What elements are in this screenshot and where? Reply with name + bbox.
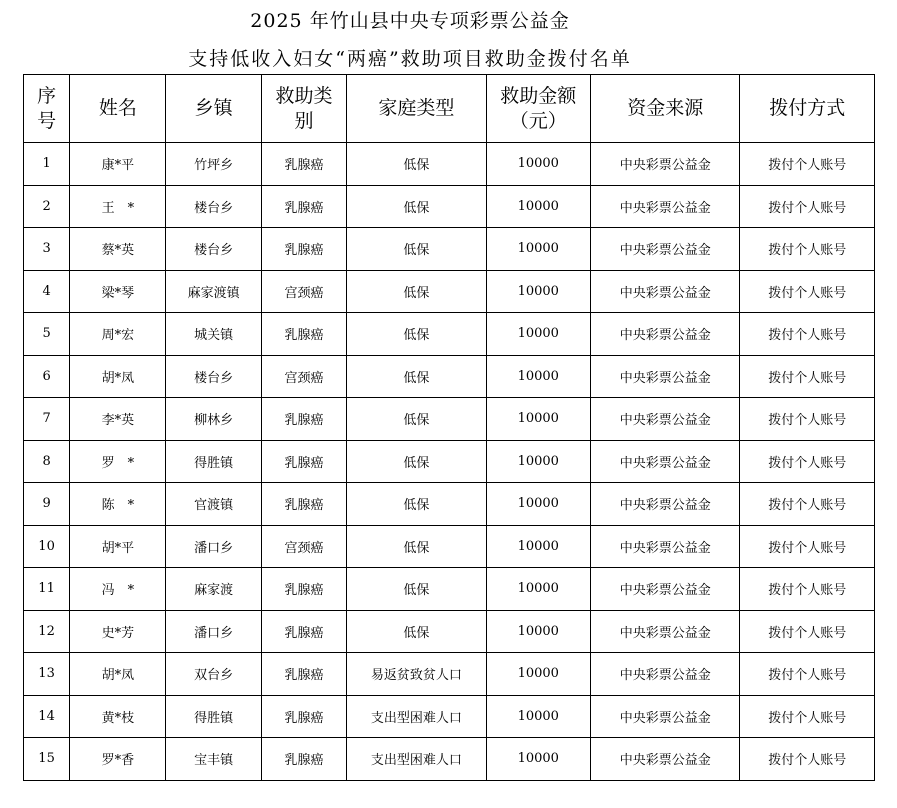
cell-aid-amount: 10000 [486, 610, 590, 653]
cell-family-type: 低保 [347, 610, 486, 653]
cell-aid-category: 乳腺癌 [261, 440, 346, 483]
cell-fund-source: 中央彩票公益金 [590, 738, 740, 781]
cell-fund-source: 中央彩票公益金 [590, 185, 740, 228]
cell-payment-method: 拨付个人账号 [740, 440, 875, 483]
cell-aid-amount: 10000 [486, 738, 590, 781]
cell-township: 得胜镇 [166, 440, 261, 483]
cell-township: 潘口乡 [166, 610, 261, 653]
cell-aid-amount: 10000 [486, 568, 590, 611]
table-row [24, 313, 875, 356]
cell-name: 罗*香 [70, 738, 166, 781]
header-index: 序号 [24, 75, 70, 143]
cell-fund-source: 中央彩票公益金 [590, 483, 740, 526]
cell-index: 5 [24, 313, 70, 356]
cell-index: 11 [24, 568, 70, 611]
table-row [24, 185, 875, 228]
cell-aid-category: 乳腺癌 [261, 143, 346, 186]
cell-family-type: 支出型困难人口 [347, 738, 486, 781]
cell-aid-category: 乳腺癌 [261, 398, 346, 441]
header-fund-source: 资金来源 [590, 75, 740, 143]
cell-name: 罗 * [70, 440, 166, 483]
table-row [24, 568, 875, 611]
cell-aid-amount: 10000 [486, 143, 590, 186]
cell-name: 梁*琴 [70, 270, 166, 313]
cell-aid-amount: 10000 [486, 355, 590, 398]
cell-family-type: 易返贫致贫人口 [347, 653, 486, 696]
table-row [24, 525, 875, 568]
cell-township: 竹坪乡 [166, 143, 261, 186]
cell-family-type: 低保 [347, 398, 486, 441]
header-aid-amount: 救助金额（元） [486, 75, 590, 143]
cell-aid-amount: 10000 [486, 398, 590, 441]
cell-family-type: 低保 [347, 270, 486, 313]
cell-payment-method: 拨付个人账号 [740, 143, 875, 186]
cell-payment-method: 拨付个人账号 [740, 610, 875, 653]
cell-payment-method: 拨付个人账号 [740, 398, 875, 441]
table-row [24, 610, 875, 653]
header-name: 姓名 [70, 75, 166, 143]
cell-fund-source: 中央彩票公益金 [590, 228, 740, 271]
table-row [24, 483, 875, 526]
cell-fund-source: 中央彩票公益金 [590, 143, 740, 186]
cell-payment-method: 拨付个人账号 [740, 355, 875, 398]
cell-payment-method: 拨付个人账号 [740, 270, 875, 313]
cell-township: 得胜镇 [166, 695, 261, 738]
cell-township: 麻家渡镇 [166, 270, 261, 313]
cell-name: 陈 * [70, 483, 166, 526]
cell-payment-method: 拨付个人账号 [740, 185, 875, 228]
cell-index: 1 [24, 143, 70, 186]
cell-family-type: 低保 [347, 483, 486, 526]
cell-index: 7 [24, 398, 70, 441]
cell-name: 蔡*英 [70, 228, 166, 271]
cell-index: 6 [24, 355, 70, 398]
cell-aid-amount: 10000 [486, 483, 590, 526]
document-title-line2: 支持低收入妇女“两癌”救助项目救助金拨付名单 [188, 48, 632, 70]
cell-aid-category: 乳腺癌 [261, 483, 346, 526]
cell-fund-source: 中央彩票公益金 [590, 270, 740, 313]
header-aid-category: 救助类别 [261, 75, 346, 143]
cell-family-type: 低保 [347, 525, 486, 568]
cell-fund-source: 中央彩票公益金 [590, 568, 740, 611]
cell-aid-amount: 10000 [486, 653, 590, 696]
cell-name: 黄*枝 [70, 695, 166, 738]
cell-aid-amount: 10000 [486, 695, 590, 738]
cell-payment-method: 拨付个人账号 [740, 483, 875, 526]
table-row [24, 738, 875, 781]
cell-aid-amount: 10000 [486, 228, 590, 271]
cell-payment-method: 拨付个人账号 [740, 525, 875, 568]
cell-aid-category: 宫颈癌 [261, 525, 346, 568]
cell-aid-amount: 10000 [486, 525, 590, 568]
cell-township: 潘口乡 [166, 525, 261, 568]
cell-township: 双台乡 [166, 653, 261, 696]
cell-aid-amount: 10000 [486, 313, 590, 356]
cell-fund-source: 中央彩票公益金 [590, 653, 740, 696]
cell-name: 康*平 [70, 143, 166, 186]
cell-aid-amount: 10000 [486, 440, 590, 483]
cell-family-type: 低保 [347, 185, 486, 228]
cell-township: 柳林乡 [166, 398, 261, 441]
cell-family-type: 低保 [347, 313, 486, 356]
table-row [24, 398, 875, 441]
cell-aid-category: 宫颈癌 [261, 270, 346, 313]
cell-aid-category: 乳腺癌 [261, 695, 346, 738]
header-township: 乡镇 [166, 75, 261, 143]
cell-name: 史*芳 [70, 610, 166, 653]
cell-township: 楼台乡 [166, 185, 261, 228]
cell-fund-source: 中央彩票公益金 [590, 398, 740, 441]
cell-aid-category: 乳腺癌 [261, 738, 346, 781]
cell-payment-method: 拨付个人账号 [740, 228, 875, 271]
cell-aid-amount: 10000 [486, 185, 590, 228]
cell-aid-category: 宫颈癌 [261, 355, 346, 398]
cell-aid-category: 乳腺癌 [261, 568, 346, 611]
payment-list-table [23, 74, 875, 781]
table-row [24, 653, 875, 696]
cell-fund-source: 中央彩票公益金 [590, 695, 740, 738]
cell-name: 胡*平 [70, 525, 166, 568]
cell-family-type: 低保 [347, 355, 486, 398]
cell-index: 10 [24, 525, 70, 568]
cell-payment-method: 拨付个人账号 [740, 738, 875, 781]
cell-aid-category: 乳腺癌 [261, 313, 346, 356]
cell-aid-category: 乳腺癌 [261, 653, 346, 696]
cell-index: 2 [24, 185, 70, 228]
document-title-line1: 2025 年竹山县中央专项彩票公益金 [250, 10, 570, 32]
cell-fund-source: 中央彩票公益金 [590, 313, 740, 356]
cell-name: 周*宏 [70, 313, 166, 356]
table-header-row [24, 75, 875, 143]
cell-aid-category: 乳腺癌 [261, 610, 346, 653]
cell-index: 4 [24, 270, 70, 313]
cell-township: 楼台乡 [166, 228, 261, 271]
cell-aid-category: 乳腺癌 [261, 185, 346, 228]
cell-payment-method: 拨付个人账号 [740, 313, 875, 356]
table-row [24, 228, 875, 271]
cell-family-type: 低保 [347, 143, 486, 186]
cell-aid-amount: 10000 [486, 270, 590, 313]
cell-name: 王 * [70, 185, 166, 228]
table-body [24, 143, 875, 781]
cell-name: 胡*凤 [70, 355, 166, 398]
cell-family-type: 低保 [347, 568, 486, 611]
cell-family-type: 支出型困难人口 [347, 695, 486, 738]
cell-fund-source: 中央彩票公益金 [590, 440, 740, 483]
header-family-type: 家庭类型 [347, 75, 486, 143]
cell-township: 城关镇 [166, 313, 261, 356]
cell-township: 官渡镇 [166, 483, 261, 526]
cell-aid-category: 乳腺癌 [261, 228, 346, 271]
cell-name: 胡*凤 [70, 653, 166, 696]
cell-payment-method: 拨付个人账号 [740, 653, 875, 696]
table-row [24, 355, 875, 398]
table-row [24, 695, 875, 738]
cell-family-type: 低保 [347, 440, 486, 483]
cell-index: 12 [24, 610, 70, 653]
cell-fund-source: 中央彩票公益金 [590, 355, 740, 398]
cell-payment-method: 拨付个人账号 [740, 568, 875, 611]
cell-township: 麻家渡 [166, 568, 261, 611]
cell-fund-source: 中央彩票公益金 [590, 525, 740, 568]
cell-fund-source: 中央彩票公益金 [590, 610, 740, 653]
table-row [24, 440, 875, 483]
cell-index: 13 [24, 653, 70, 696]
cell-index: 8 [24, 440, 70, 483]
cell-name: 李*英 [70, 398, 166, 441]
cell-index: 3 [24, 228, 70, 271]
cell-township: 楼台乡 [166, 355, 261, 398]
cell-township: 宝丰镇 [166, 738, 261, 781]
cell-index: 14 [24, 695, 70, 738]
table-row [24, 143, 875, 186]
cell-index: 9 [24, 483, 70, 526]
cell-family-type: 低保 [347, 228, 486, 271]
cell-name: 冯 * [70, 568, 166, 611]
cell-payment-method: 拨付个人账号 [740, 695, 875, 738]
table-row [24, 270, 875, 313]
cell-index: 15 [24, 738, 70, 781]
header-payment-method: 拨付方式 [740, 75, 875, 143]
